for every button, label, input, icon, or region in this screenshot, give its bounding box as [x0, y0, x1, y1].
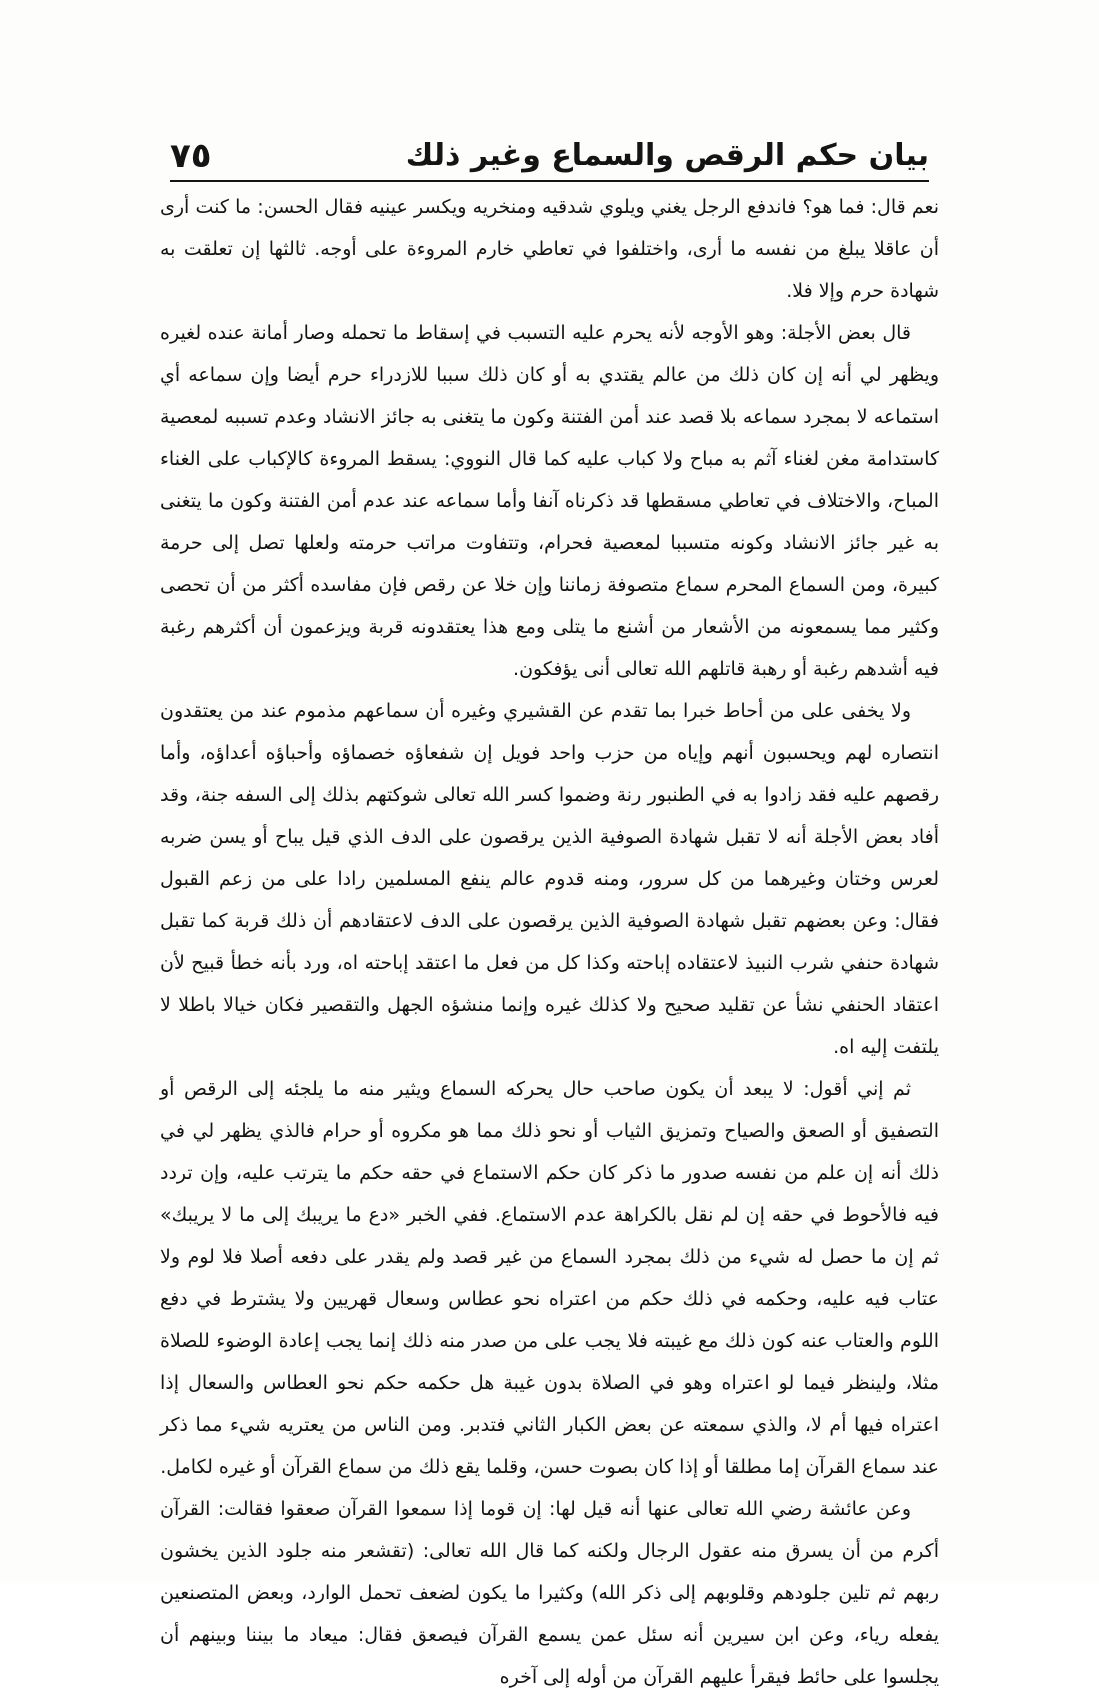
paragraph-2: قال بعض الأجلة: وهو الأوجه لأنه يحرم عليه التسبب في إسقاط ما تحمله وصار أمانة عنده لغيره ويظهر لي أنه إن كان ذلك من عالم يقتدي به أو كان ذلك سببا للازدراء حرم أيضا وإن سماعه أي استماعه لا بمجرد سماعه بلا قصد عند أمن الفتنة وكون ما يتغنى به جائز الانشاد وعدم تسببه لمعصية كاستدامة مغن لغناء آثم به مباح ولا كباب عليه كما قال النووي: يسقط المروءة كالإكباب على الغناء المباح، والاختلاف في تعاطي مسقطها قد ذكرناه آنفا وأما سماعه عند عدم أمن الفتنة وكون ما يتغنى به غير جائز الانشاد وكونه متسببا لمعصية فحرام، وتتفاوت مراتب حرمته ولعلها تصل إلى حرمة كبيرة، ومن السماع المحرم سماع متصوفة زماننا وإن خلا عن رقص فإن مفاسده أكثر من أن تحصى وكثير مما يسمعونه من الأشعار من أشنع ما يتلى ومع هذا يعتقدونه قربة ويزعمون أن أكثرهم رغبة فيه أشدهم رغبة أو رهبة قاتلهم الله تعالى أنى يؤفكون. [160, 322, 939, 680]
paragraph-1: نعم قال: فما هو؟ فاندفع الرجل يغني ويلوي شدقيه ومنخريه ويكسر عينيه فقال الحسن: ما كنت أرى أن عاقلا يبلغ من نفسه ما أرى، واختلفوا في تعاطي خارم المروءة على أوجه. ثالثها إن تعلقت به شهادة حرم وإلا فلا. [160, 196, 939, 302]
body-text [160, 186, 939, 1688]
paragraph-5: وعن عائشة رضي الله تعالى عنها أنه قيل لها: إن قوما إذا سمعوا القرآن صعقوا فقالت: القرآن أكرم من أن يسرق منه عقول الرجال ولكنه كما قال الله تعالى: (تقشعر منه جلود الذين يخشون ربهم ثم تلين جلودهم وقلوبهم إلى ذكر الله) وكثيرا ما يكون لضعف تحمل الوارد، وبعض المتصنعين يفعله رياء، وعن ابن سيرين أنه سئل عمن يسمع القرآن فيصعق فقال: ميعاد ما بيننا وبينهم أن يجلسوا على حائط فيقرأ عليهم القرآن من أوله إلى آخره [160, 1498, 939, 1688]
paragraph-3: ولا يخفى على من أحاط خبرا بما تقدم عن القشيري وغيره أن سماعهم مذموم عند من يعتقدون انتصاره لهم ويحسبون أنهم وإياه من حزب واحد فويل إن شفعاؤه خصماؤه وأحباؤه أعداؤه، وأما رقصهم عليه فقد زادوا به في الطنبور رنة وضموا كسر الله تعالى شوكتهم بذلك إلى السفه جنة، وقد أفاد بعض الأجلة أنه لا تقبل شهادة الصوفية الذين يرقصون على الدف الذي قيل يباح أو يسن ضربه لعرس وختان وغيرهما من كل سرور، ومنه قدوم عالم ينفع المسلمين رادا على من زعم القبول فقال: وعن بعضهم تقبل شهادة الصوفية الذين يرقصون على الدف لاعتقادهم أن ذلك قربة كما تقبل شهادة حنفي شرب النبيذ لاعتقاده إباحته وكذا كل من فعل ما اعتقد إباحته اه، ورد بأنه خطأ قبيح لأن اعتقاد الحنفي نشأ عن تقليد صحيح ولا كذلك غيره وإنما منشؤه الجهل والتقصير فكان خيالا باطلا لا يلتفت إليه اه. [160, 700, 939, 1058]
paragraph-4: ثم إني أقول: لا يبعد أن يكون صاحب حال يحركه السماع ويثير منه ما يلجئه إلى الرقص أو التصفيق أو الصعق والصياح وتمزيق الثياب أو نحو ذلك مما هو مكروه أو حرام فالذي يظهر لي في ذلك أنه إن علم من نفسه صدور ما ذكر كان حكم الاستماع في حقه حكم ما يترتب عليه، وإن تردد فيه فالأحوط في حقه إن لم نقل بالكراهة عدم الاستماع. ففي الخبر «دع ما يريبك إلى ما لا يريبك» ثم إن ما حصل له شيء من ذلك بمجرد السماع من غير قصد ولم يقدر على دفعه أصلا فلا لوم ولا عتاب فيه عليه، وحكمه في ذلك حكم من اعتراه نحو عطاس وسعال قهريين ولا يشترط في دفع اللوم والعتاب عنه كون ذلك مع غيبته فلا يجب على من صدر منه ذلك إنما يجب إعادة الوضوء للصلاة مثلا، ولينظر فيما لو اعتراه وهو في الصلاة بدون غيبة هل حكمه حكم نحو العطاس والسعال إذا اعتراه فيها أم لا، والذي سمعته عن بعض الكبار الثاني فتدبر. ومن الناس من يعتريه شيء مما ذكر عند سماع القرآن إما مطلقا أو إذا كان بصوت حسن، وقلما يقع ذلك من سماع القرآن أو غيره لكامل. [160, 1078, 939, 1478]
running-title: بيان حكم الرقص والسماع وغير ذلك [405, 138, 929, 173]
page-number: ٧٥ [170, 136, 212, 176]
page-header [170, 128, 929, 176]
header-rule [170, 180, 929, 182]
